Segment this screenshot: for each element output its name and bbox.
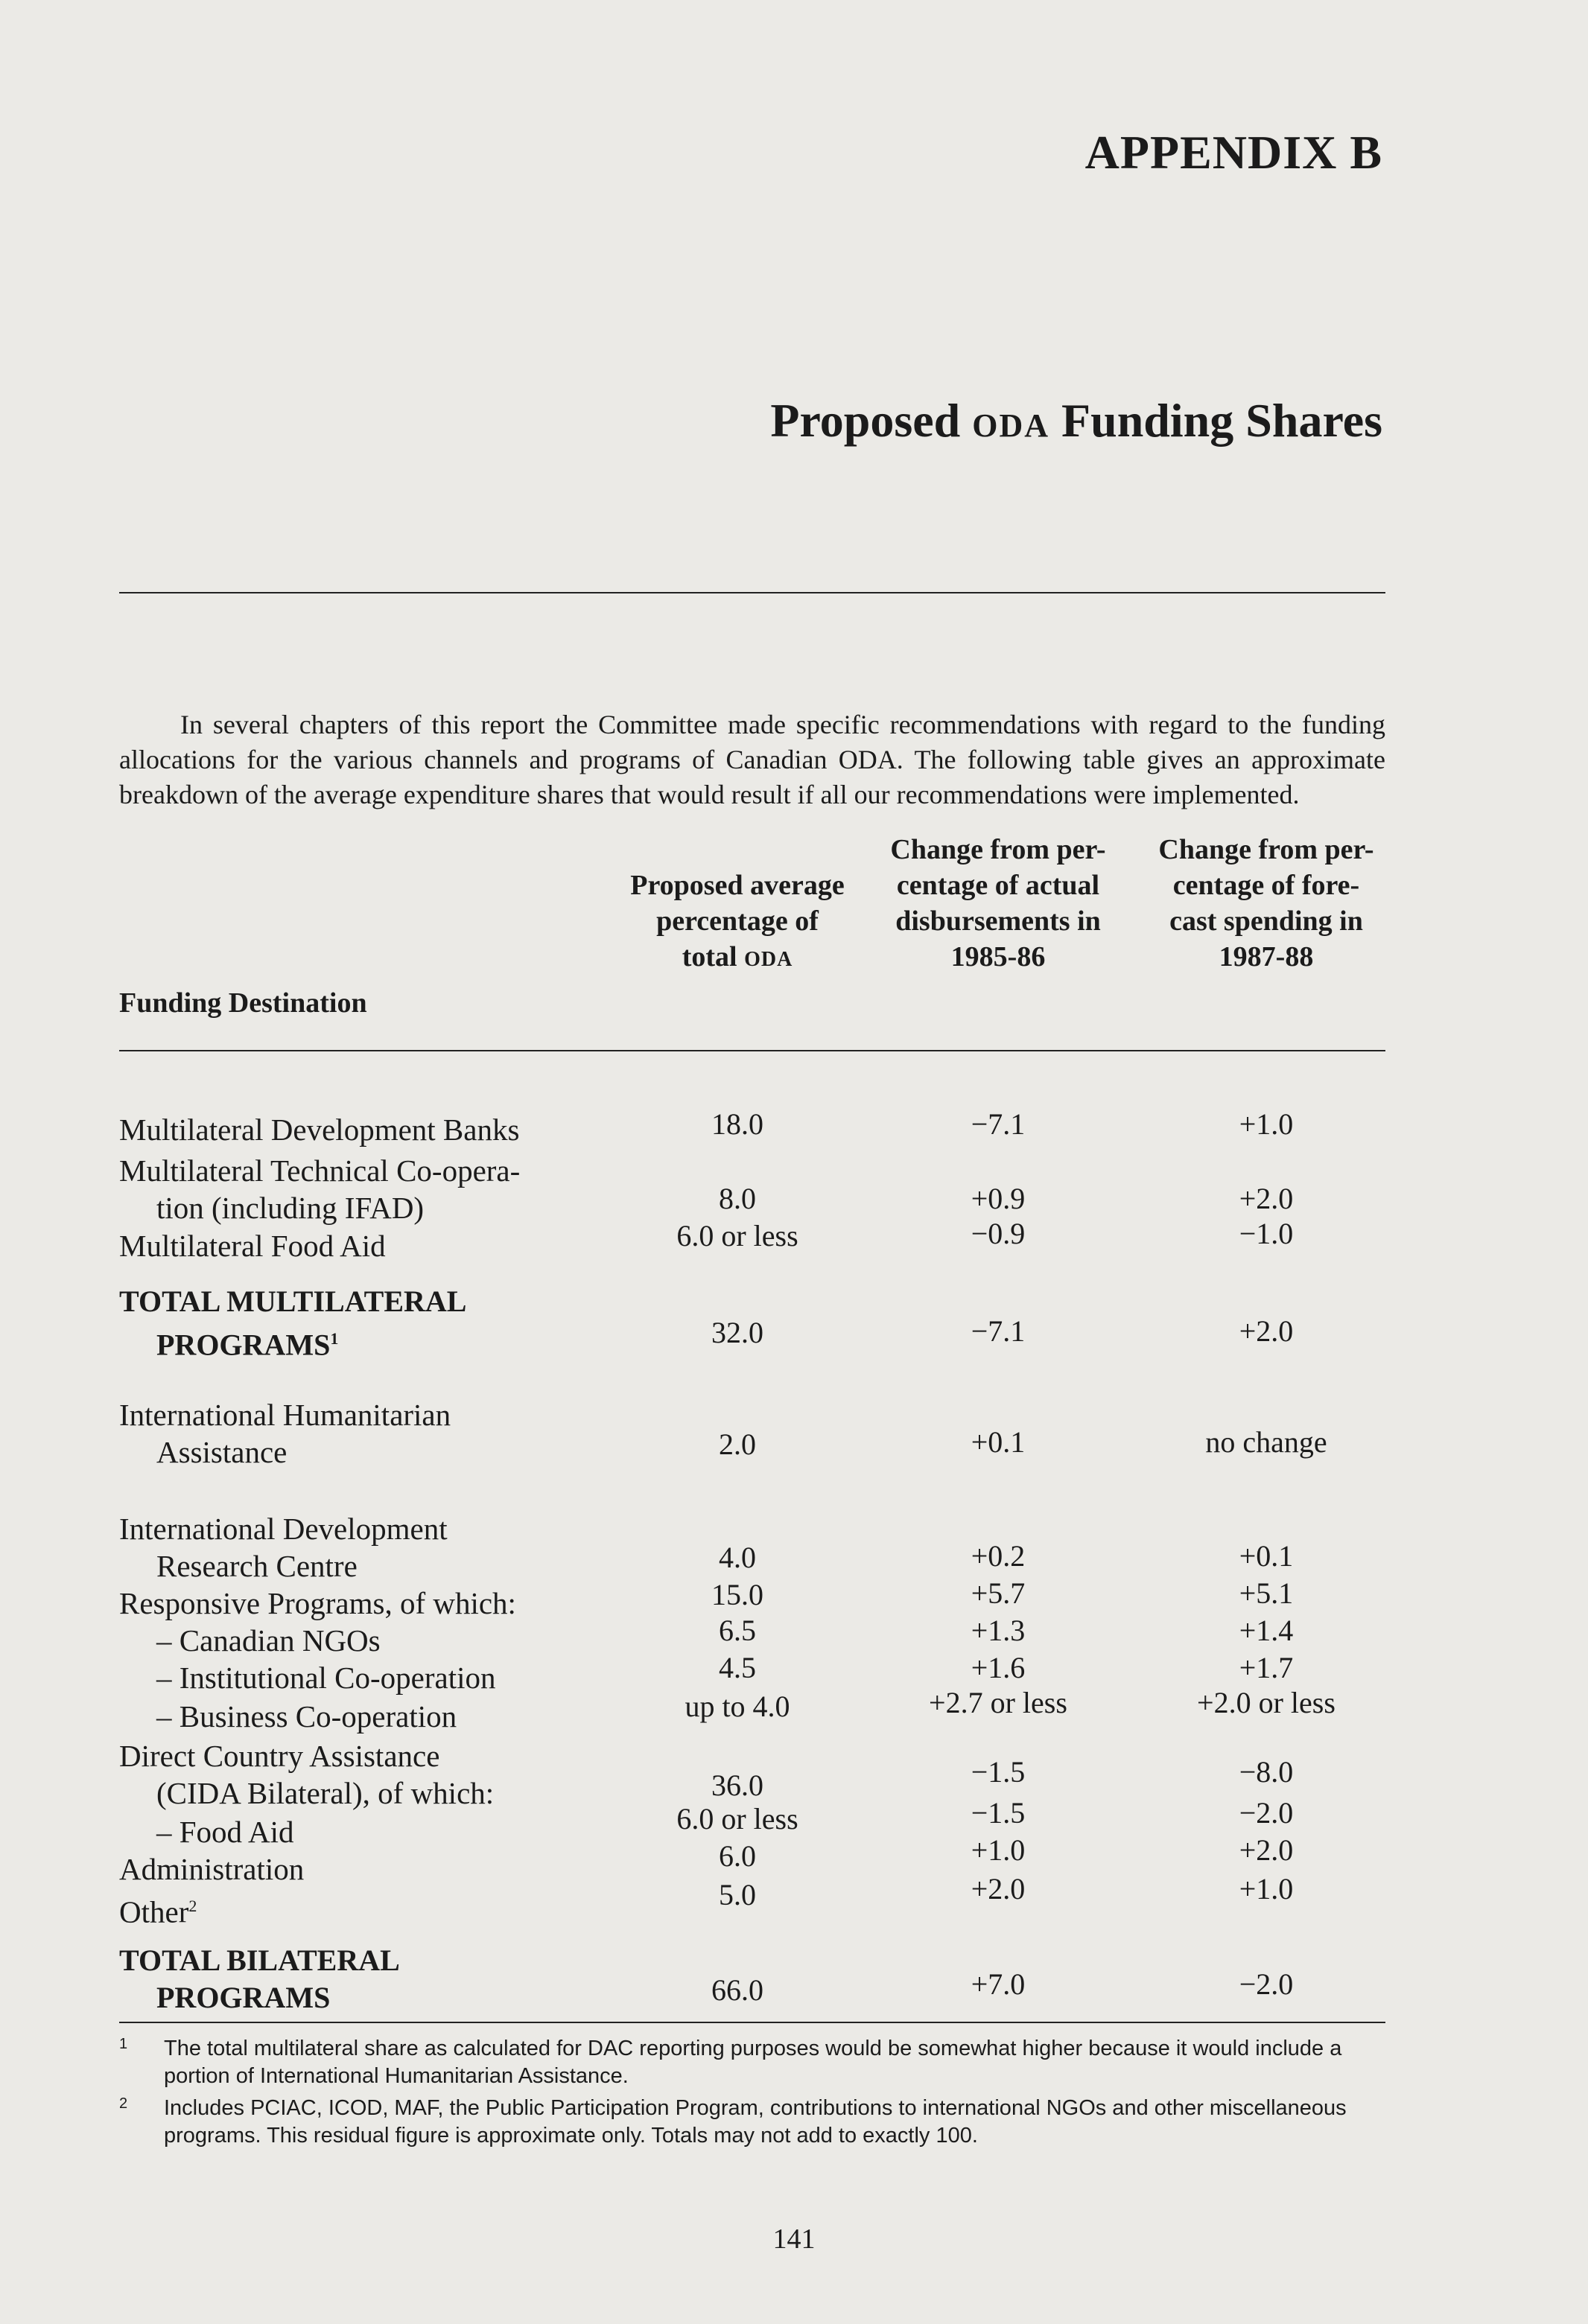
cell-change-actual: +1.3 <box>971 1614 1026 1647</box>
row-label: Responsive Programs, of which: <box>119 1586 516 1620</box>
row-label-line2: Research Centre <box>156 1549 358 1583</box>
row-label-line1: TOTAL BILATERAL <box>119 1943 400 1977</box>
row-label-line2: (CIDA Bilateral), of which: <box>156 1776 495 1810</box>
row-label-line2: tion (including IFAD) <box>156 1191 425 1225</box>
title-part-1: Proposed <box>770 394 973 447</box>
row-label <box>119 1888 655 1931</box>
row-label <box>119 1152 655 1226</box>
cell-change-forecast: +2.0 or less <box>1197 1686 1335 1719</box>
cell-proposed: 5.0 <box>719 1878 756 1911</box>
header-proposed <box>611 867 864 978</box>
row-label-line1: Multilateral Technical Co-opera- <box>119 1153 521 1188</box>
cell-change-forecast: −2.0 <box>1239 1967 1294 2001</box>
header-change-actual: Change from per- centage of actual disbursements in 1985-86 <box>890 834 1106 972</box>
cell-change-forecast: +1.7 <box>1239 1651 1294 1684</box>
row-label <box>119 1510 655 1585</box>
row-label-line1: International Humanitarian <box>119 1398 451 1432</box>
cell-change-forecast: +5.1 <box>1239 1576 1294 1610</box>
row-label-line2: PROGRAMS <box>156 1981 331 2014</box>
intro-paragraph: In several chapters of this report the Committee made specific recommendations with regard to the funding allocations for the various channels and programs of Canadian ODA. The following table gives an approximate breakdown of the average expenditure shares that would result if all our recommendations were implemented. <box>119 710 1385 809</box>
cell-change-actual: +0.9 <box>971 1182 1026 1215</box>
cell-proposed: 4.0 <box>719 1541 756 1574</box>
cell-change-actual: +1.6 <box>971 1651 1026 1684</box>
row-label: Administration <box>119 1852 305 1886</box>
footnote-mark: 2 <box>119 2095 128 2112</box>
row-label <box>119 1942 655 2016</box>
row-label: Multilateral Development Banks <box>119 1112 520 1147</box>
cell-proposed: 6.0 <box>719 1839 756 1873</box>
footnotes <box>119 2035 1393 2154</box>
cell-change-actual: +5.7 <box>971 1576 1026 1610</box>
footnote-mark: 1 <box>119 2036 128 2052</box>
header-change-forecast: Change from per- centage of fore- cast spending in 1987-88 <box>1158 834 1374 972</box>
cell-change-forecast: +1.4 <box>1239 1614 1294 1647</box>
cell-change-forecast: +0.1 <box>1239 1539 1294 1573</box>
cell-proposed: 66.0 <box>711 1973 763 2007</box>
row-label: – Food Aid <box>156 1815 294 1849</box>
title-oda: ODA <box>972 407 1049 444</box>
footnote-ref: 2 <box>188 1897 197 1915</box>
cell-change-actual: −1.5 <box>971 1755 1026 1789</box>
header-proposed-oda: ODA <box>744 948 793 971</box>
cell-change-forecast: −8.0 <box>1239 1755 1294 1789</box>
row-label-line2: Assistance <box>156 1435 288 1469</box>
cell-change-actual: +7.0 <box>971 1967 1026 2001</box>
row-label: Multilateral Food Aid <box>119 1229 386 1263</box>
page-title <box>770 393 1382 448</box>
cell-proposed: 6.0 or less <box>676 1219 798 1252</box>
row-label-text: Other <box>119 1894 189 1929</box>
cell-change-actual: +1.0 <box>971 1833 1026 1867</box>
cell-change-forecast: −1.0 <box>1239 1217 1294 1250</box>
cell-change-actual: +0.1 <box>971 1425 1026 1459</box>
row-label-line2-text: PROGRAMS <box>156 1328 331 1362</box>
cell-change-forecast: +2.0 <box>1239 1314 1294 1348</box>
cell-proposed: up to 4.0 <box>685 1690 790 1723</box>
cell-change-actual: −0.9 <box>971 1217 1026 1250</box>
cell-proposed: 4.5 <box>719 1651 756 1684</box>
row-label-line2 <box>119 1320 655 1363</box>
cell-proposed: 32.0 <box>711 1316 763 1349</box>
footnote-ref: 1 <box>330 1329 339 1348</box>
row-label <box>119 1396 655 1471</box>
row-label-line1: TOTAL MULTILATERAL <box>119 1284 467 1318</box>
cell-proposed: 36.0 <box>711 1769 763 1802</box>
cell-change-actual: +2.7 or less <box>929 1686 1067 1719</box>
row-label: – Business Co-operation <box>156 1699 457 1734</box>
appendix-heading: APPENDIX B <box>1084 126 1382 179</box>
row-label: – Canadian NGOs <box>156 1623 381 1658</box>
row-label: – Institutional Co-operation <box>156 1661 496 1695</box>
cell-proposed: 2.0 <box>719 1427 756 1461</box>
row-label-line1: Direct Country Assistance <box>119 1739 440 1773</box>
cell-proposed: 8.0 <box>719 1182 756 1215</box>
cell-proposed: 6.0 or less <box>676 1802 798 1836</box>
cell-change-actual: −7.1 <box>971 1314 1026 1348</box>
page-number: 141 <box>772 2223 816 2255</box>
cell-change-forecast: +1.0 <box>1239 1872 1294 1906</box>
cell-change-actual: +2.0 <box>971 1872 1026 1906</box>
cell-change-forecast: +1.0 <box>1239 1107 1294 1141</box>
header-destination: Funding Destination <box>119 987 367 1019</box>
table-header-rule <box>119 1050 1385 1051</box>
table-bottom-rule <box>119 2022 1385 2023</box>
row-label-line1: International Development <box>119 1512 448 1546</box>
title-divider <box>119 592 1385 593</box>
row-label <box>119 1283 655 1363</box>
title-part-2: Funding Shares <box>1049 394 1382 447</box>
cell-change-actual: +0.2 <box>971 1539 1026 1573</box>
header-proposed-text: Proposed average percentage of total <box>630 870 845 972</box>
footnote <box>119 2035 1393 2090</box>
cell-change-forecast: no change <box>1205 1425 1327 1459</box>
cell-change-forecast: +2.0 <box>1239 1182 1294 1215</box>
footnote-text: The total multilateral share as calculated for DAC reporting purposes would be somewhat higher because it would include a portion of International Humanitarian Assistance. <box>164 2037 1342 2088</box>
cell-proposed: 15.0 <box>711 1578 763 1611</box>
row-label <box>119 1737 655 1812</box>
cell-proposed: 6.5 <box>719 1614 756 1647</box>
footnote <box>119 2095 1393 2150</box>
cell-change-forecast: +2.0 <box>1239 1833 1294 1867</box>
footnote-text: Includes PCIAC, ICOD, MAF, the Public Participation Program, contributions to international NGOs and other miscellaneous programs. This residual figure is approximate only. Totals may not add to exactly 100. <box>164 2096 1347 2148</box>
cell-change-forecast: −2.0 <box>1239 1796 1294 1830</box>
cell-change-actual: −7.1 <box>971 1107 1026 1141</box>
cell-change-actual: −1.5 <box>971 1796 1026 1830</box>
cell-proposed: 18.0 <box>711 1107 763 1141</box>
